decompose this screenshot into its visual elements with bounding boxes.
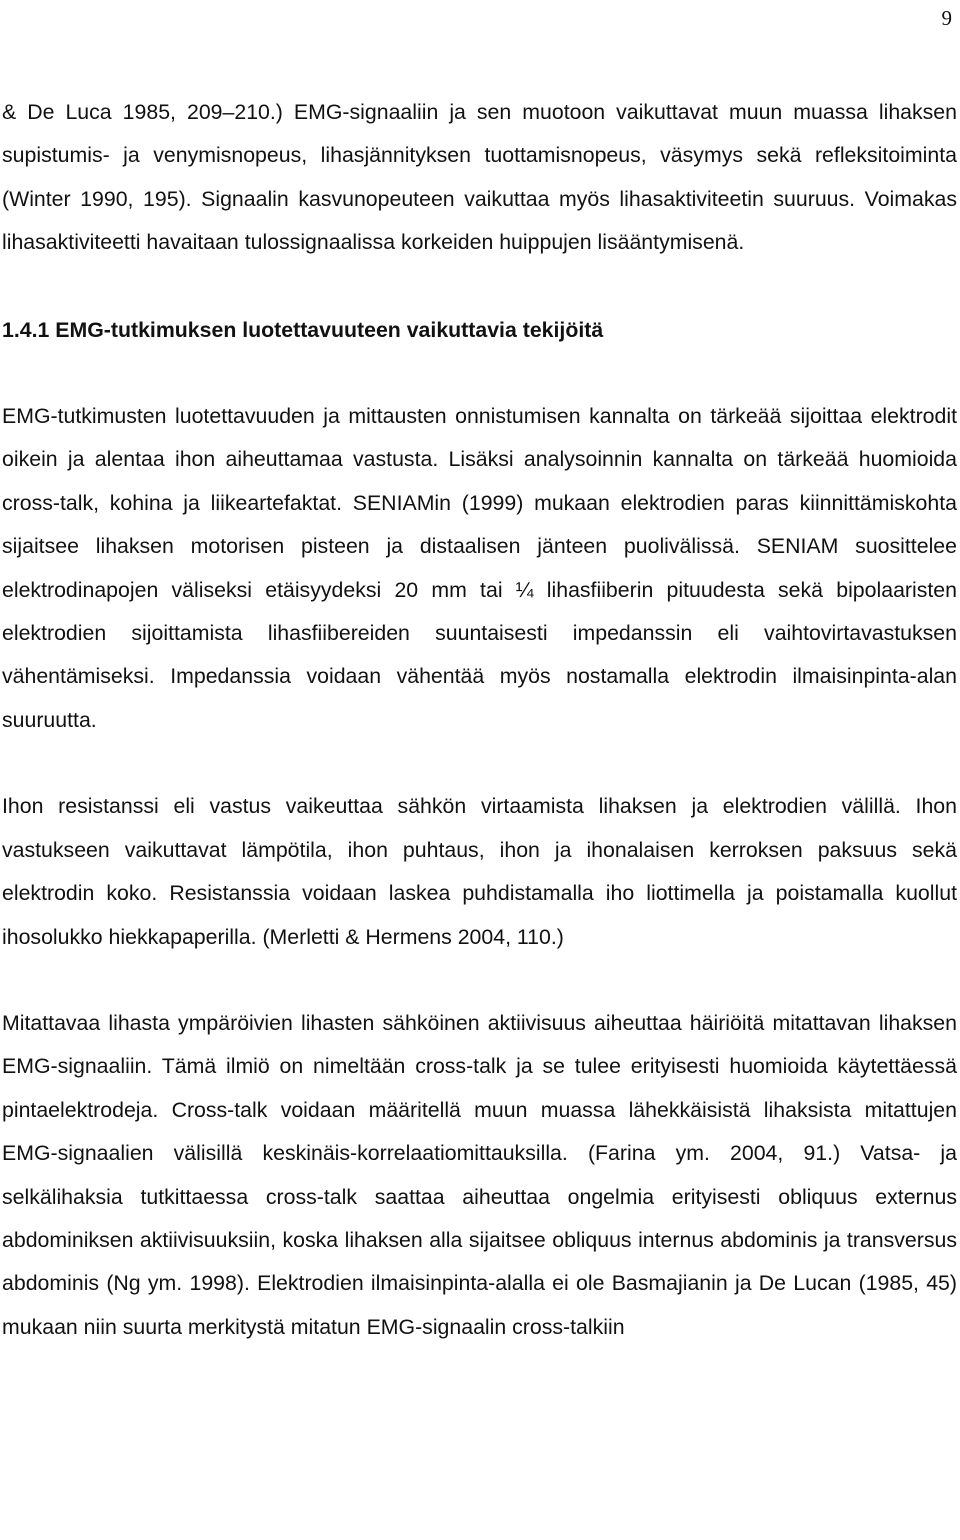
page-number: 9 (941, 6, 952, 30)
paragraph-intro: & De Luca 1985, 209–210.) EMG-signaaliin ja sen muotoon vaikuttavat muun muassa lihaksen supistumis- ja venymisnopeus, lihasjännityksen tuottamisnopeus, väsymys sekä refleksitoiminta (Winter 1990, 195). Signaalin kasvunopeuteen vaikuttaa myös lihasaktiviteetin suuruus. Voimakas lihasaktiviteetti havaitaan tulossignaalissa korkeiden huippujen lisääntymisenä. (2, 100, 957, 255)
paragraph-spacer (2, 742, 957, 785)
paragraph-spacer (2, 959, 957, 1002)
section-heading: 1.4.1 EMG-tutkimuksen luotettavuuteen vaikuttavia tekijöitä (2, 317, 604, 342)
paragraph-electrode-placement: EMG-tutkimusten luotettavuuden ja mittausten onnistumisen kannalta on tärkeää sijoittaa elektrodit oikein ja alentaa ihon aiheuttamaa vastusta. Lisäksi analysoinnin kannalta on tärkeää huomioida cross-talk, kohina ja liikeartefaktat. SENIAMin (1999) mukaan elektrodien paras kiinnittämiskohta sijaitsee lihaksen motorisen pisteen ja distaalisen jänteen puolivälissä. SENIAM suosittelee elektrodinapojen väliseksi etäisyydeksi 20 mm tai ¼ lihasfiiberin pituudesta sekä bipolaaristen elektrodien sijoittamista lihasfiibereiden suuntaisesti impedanssin eli vaihtovirtavastuksen vähentämiseksi. Impedanssia voidaan vähentää myös nostamalla elektrodin ilmaisinpinta-alan suuruutta. (2, 404, 957, 732)
paragraph-spacer (2, 352, 957, 395)
document-body (2, 91, 957, 1349)
paragraph-cross-talk: Mitattavaa lihasta ympäröivien lihasten sähköinen aktiivisuus aiheuttaa häiriöitä mitattavan lihaksen EMG-signaaliin. Tämä ilmiö on nimeltään cross-talk ja se tulee erityisesti huomioida käytettäessä pintaelektrodeja. Cross-talk voidaan määritellä muun muassa lähekkäisistä lihaksista mitattujen EMG-signaalien välisillä keskinäis-korrelaatiomittauksilla. (Farina ym. 2004, 91.) Vatsa- ja selkälihaksia tutkittaessa cross-talk saattaa aiheuttaa ongelmia erityisesti obliquus externus abdominiksen aktiivisuuksiin, koska lihaksen alla sijaitsee obliquus internus abdominis ja transversus abdominis (Ng ym. 1998). Elektrodien ilmaisinpinta-alalla ei ole Basmajianin ja De Lucan (1985, 45) mukaan niin suurta merkitystä mitatun EMG-signaalin cross-talkiin (2, 1010, 957, 1339)
paragraph-spacer (2, 265, 957, 309)
paragraph-skin-resistance: Ihon resistanssi eli vastus vaikeuttaa sähkön virtaamista lihaksen ja elektrodien välillä. Ihon vastukseen vaikuttavat lämpötila, ihon puhtaus, ihon ja ihonalaisen kerroksen paksuus sekä elektrodin koko. Resistanssia voidaan laskea puhdistamalla iho liottimella ja poistamalla kuollut ihosolukko hiekkapaperilla. (Merletti & Hermens 2004, 110.) (2, 794, 957, 949)
